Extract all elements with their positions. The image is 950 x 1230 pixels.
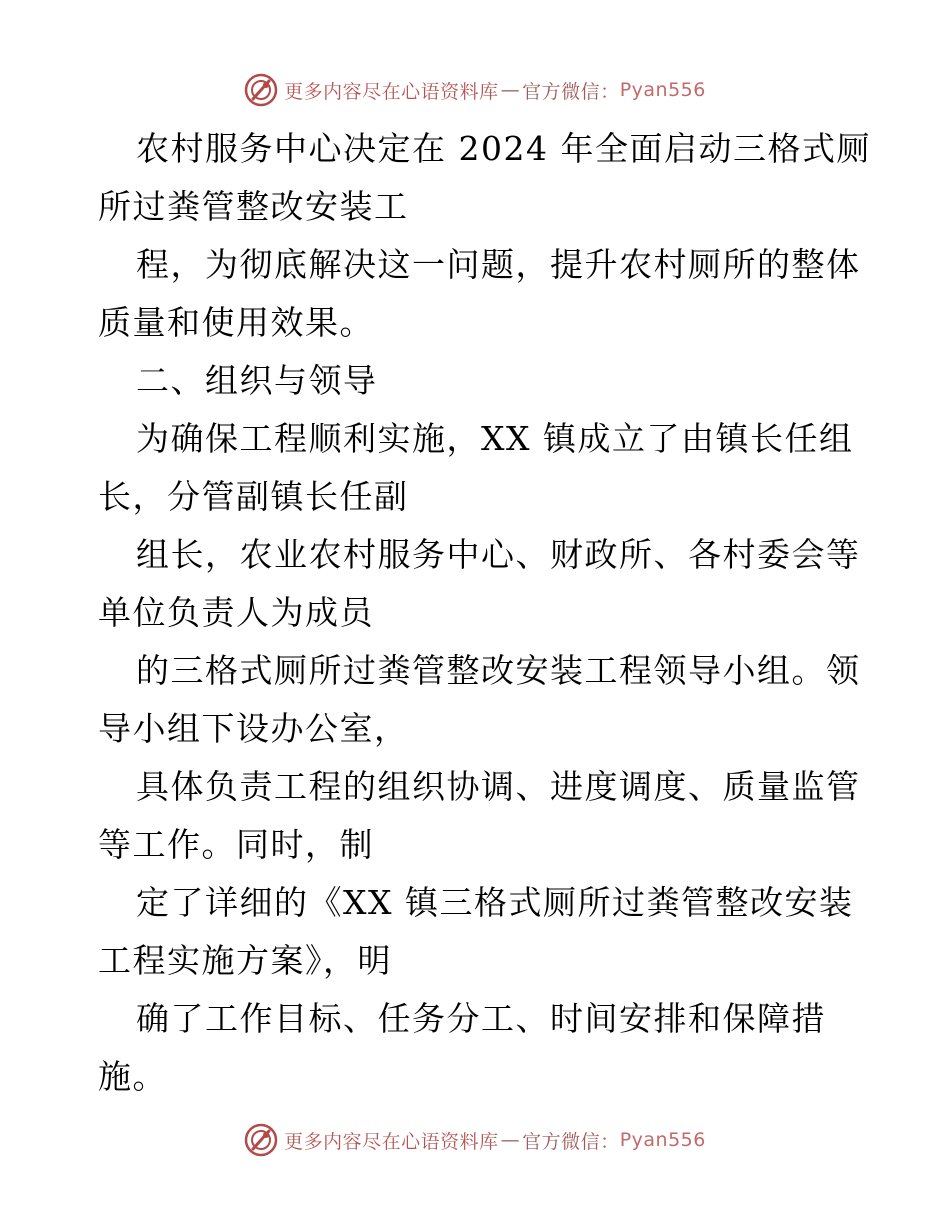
brand-logo-icon: [244, 1123, 278, 1157]
paragraph-line: 工程实施方案》，明: [98, 941, 392, 980]
paragraph-line: 导小组下设办公室，: [98, 709, 409, 748]
document-body: [98, 120, 871, 1106]
paragraph-line: 施。: [98, 1057, 167, 1096]
paragraph-line: 单位负责人为成员: [98, 593, 374, 632]
paragraph-line: 为确保工程顺利实施，XX 镇成立了由镇长任组: [136, 419, 854, 458]
watermark-brand-text: 更多内容尽在心语资料库: [284, 80, 499, 103]
paragraph-line: 农村服务中心决定在 2024 年全面启动三格式厕: [136, 129, 871, 168]
paragraph-line: 具体负责工程的组织协调、进度调度、质量监管: [136, 767, 861, 806]
watermark-separator: —: [500, 1129, 521, 1151]
paragraph-line: 质量和使用效果。: [98, 303, 374, 342]
paragraph-line: 程，为彻底解决这一问题，提升农村厕所的整体: [136, 245, 861, 284]
watermark-contact-label: 官方微信：: [522, 1130, 620, 1153]
paragraph-line: 的三格式厕所过粪管整改安装工程领导小组。领: [136, 651, 861, 690]
watermark-contact-label: 官方微信：: [522, 80, 620, 103]
watermark-separator: —: [500, 79, 521, 101]
paragraph-line: 长，分管副镇长任副: [98, 477, 409, 516]
paragraph-line: 等工作。同时，制: [98, 825, 374, 864]
watermark-contact-id: Pyan556: [619, 1129, 706, 1151]
brand-logo-icon: [244, 73, 278, 107]
watermark-brand-text: 更多内容尽在心语资料库: [284, 1130, 499, 1153]
header-watermark: [0, 70, 950, 110]
paragraph-line: 组长，农业农村服务中心、财政所、各村委会等: [136, 535, 861, 574]
footer-watermark: [0, 1120, 950, 1160]
paragraph-line: 所过粪管整改安装工: [98, 187, 409, 226]
watermark-contact-id: Pyan556: [619, 79, 706, 101]
section-heading: 二、组织与领导: [136, 361, 378, 400]
paragraph-line: 定了详细的《XX 镇三格式厕所过粪管整改安装: [136, 883, 854, 922]
paragraph-line: 确了工作目标、任务分工、时间安排和保障措: [136, 999, 826, 1038]
